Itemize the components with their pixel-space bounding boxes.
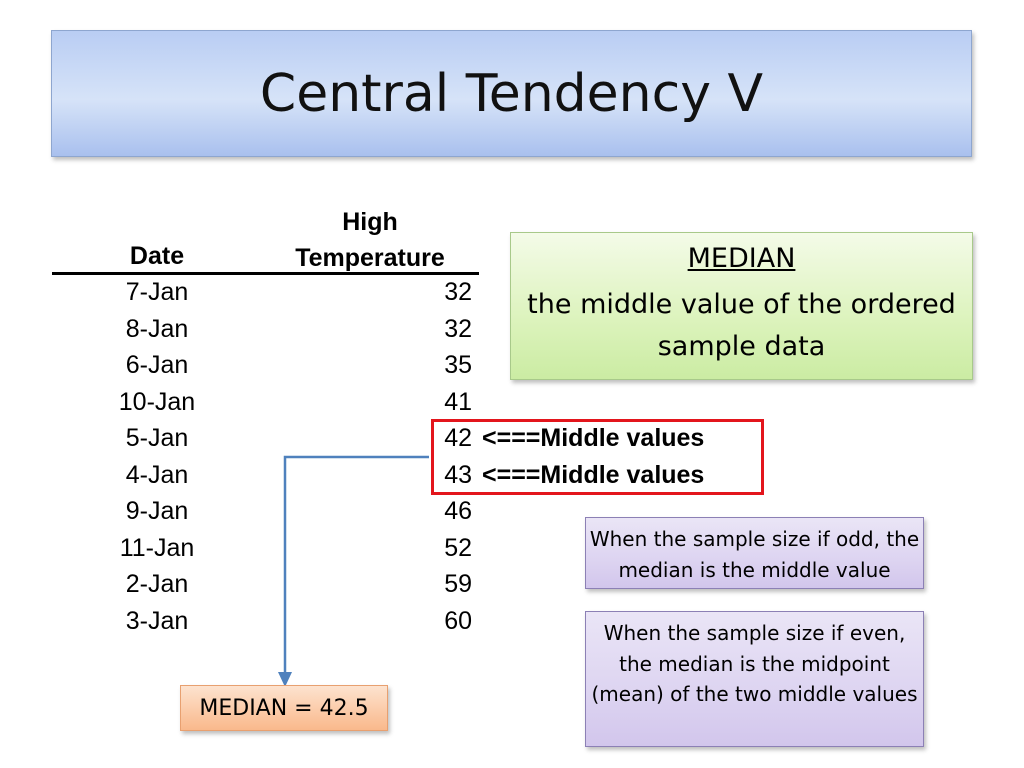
median-definition-title: MEDIAN <box>687 243 796 274</box>
median-result-box <box>180 685 388 731</box>
even-sample-note: When the sample size if even, the median is the midpoint (mean) of the two middle values <box>585 611 924 747</box>
middle-values-callout: <===Middle values <box>482 461 705 489</box>
median-definition-text: the middle value of the ordered sample data <box>527 289 956 362</box>
column-header-date: Date <box>129 242 185 270</box>
temperature-cell: 60 <box>444 606 472 635</box>
temperature-cell: 35 <box>444 351 472 379</box>
date-cell: 11-Jan <box>119 533 195 562</box>
column-header-temperature-line2: Temperature <box>295 244 445 272</box>
date-cell: 6-Jan <box>125 351 189 379</box>
date-cell: 9-Jan <box>125 497 189 525</box>
temperature-cell: 43 <box>444 460 472 489</box>
temperature-cell: 41 <box>444 387 472 416</box>
date-cell: 10-Jan <box>118 387 196 416</box>
temperature-cell: 59 <box>444 570 472 598</box>
date-cell: 8-Jan <box>125 314 189 343</box>
temperature-cell: 46 <box>444 497 472 525</box>
middle-values-callout: <===Middle values <box>482 424 705 452</box>
date-cell: 7-Jan <box>125 278 189 306</box>
date-cell: 2-Jan <box>125 570 189 598</box>
date-cell: 4-Jan <box>125 460 189 489</box>
odd-sample-note: When the sample size if odd, the median is the middle value <box>585 517 924 589</box>
temperature-cell: 32 <box>444 278 472 306</box>
date-cell: 5-Jan <box>125 424 189 452</box>
date-cell: 3-Jan <box>125 606 189 635</box>
temperature-cell: 42 <box>444 424 472 452</box>
median-result-text: MEDIAN = 42.5 <box>199 695 369 721</box>
slide-title: Central Tendency V <box>259 63 764 124</box>
temperature-cell: 52 <box>444 533 472 562</box>
temperature-cell: 32 <box>444 314 472 343</box>
column-header-temperature-line1: High <box>342 208 398 236</box>
